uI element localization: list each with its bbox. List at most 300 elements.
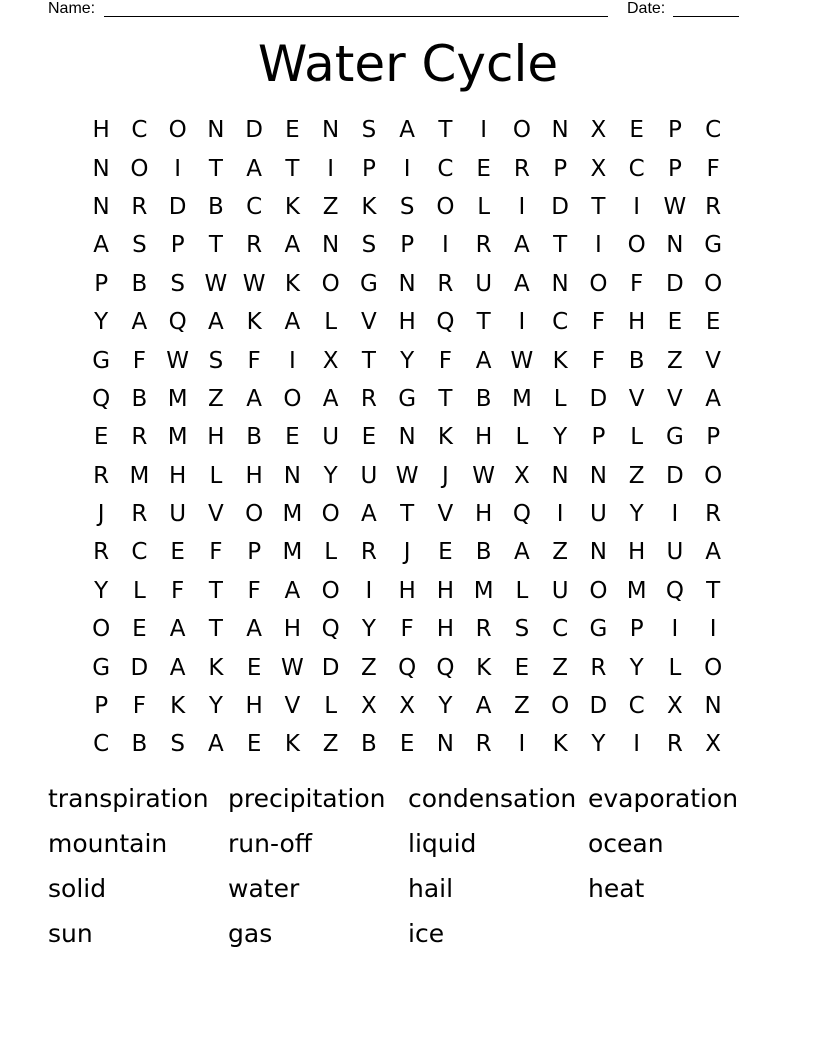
grid-letter: I <box>518 731 526 758</box>
grid-letter: H <box>474 424 493 451</box>
grid-letter: N <box>283 462 301 489</box>
grid-letter: I <box>365 577 373 604</box>
grid-letter: D <box>666 462 684 489</box>
word-list-item: condensation <box>408 784 577 813</box>
grid-letter: X <box>513 462 530 489</box>
grid-letter: K <box>361 193 377 220</box>
grid-letter: S <box>361 232 377 259</box>
grid-letter: M <box>626 577 647 604</box>
grid-letter: A <box>514 270 530 297</box>
grid-letter: A <box>246 385 262 412</box>
grid-letter: S <box>132 232 147 259</box>
grid-letter: R <box>360 385 377 412</box>
grid-letter: Q <box>665 577 684 604</box>
grid-letter: N <box>436 731 454 758</box>
grid-letter: J <box>97 501 105 528</box>
grid-letter: X <box>399 693 415 720</box>
grid-letter: M <box>167 385 188 412</box>
grid-letter: A <box>514 232 530 259</box>
grid-letter: F <box>247 577 261 604</box>
grid-letter: V <box>667 385 683 412</box>
grid-letter: I <box>671 616 679 643</box>
grid-letter: N <box>589 462 607 489</box>
grid-letter: I <box>709 616 717 643</box>
grid-letter: P <box>553 155 568 182</box>
date-blank-line[interactable] <box>673 16 739 17</box>
grid-letter: K <box>284 731 300 758</box>
grid-letter: H <box>245 462 263 489</box>
grid-letter: Z <box>552 539 568 566</box>
word-list-item: gas <box>228 919 273 948</box>
grid-letter: Y <box>208 693 223 720</box>
grid-letter: F <box>171 577 185 604</box>
grid-letter: U <box>360 462 378 489</box>
grid-letter: Z <box>552 654 568 681</box>
grid-letter: C <box>628 155 645 182</box>
grid-letter: U <box>589 501 607 528</box>
grid-letter: N <box>589 539 607 566</box>
grid-letter: F <box>591 347 605 374</box>
grid-letter: E <box>170 539 185 566</box>
grid-letter: I <box>174 155 182 182</box>
grid-letter: P <box>361 155 376 182</box>
grid-letter: B <box>207 193 224 220</box>
grid-letter: P <box>400 232 415 259</box>
grid-letter: Q <box>436 654 455 681</box>
grid-letter: E <box>399 731 415 758</box>
grid-letter: I <box>288 347 296 374</box>
grid-letter: D <box>321 654 340 681</box>
grid-letter: C <box>628 693 645 720</box>
grid-letter: F <box>132 693 146 720</box>
grid-letter: G <box>359 270 378 297</box>
grid-letter: R <box>93 539 110 566</box>
grid-letter: P <box>629 616 644 643</box>
grid-letter: V <box>705 347 721 374</box>
grid-letter: M <box>511 385 532 412</box>
grid-letter: O <box>589 270 608 297</box>
grid-letter: V <box>628 385 645 412</box>
grid-letter: U <box>551 577 569 604</box>
grid-letter: H <box>92 117 110 144</box>
grid-letter: A <box>208 731 224 758</box>
grid-letter: M <box>282 501 303 528</box>
grid-letter: L <box>209 462 223 489</box>
grid-letter: K <box>437 424 453 451</box>
grid-letter: C <box>93 731 110 758</box>
grid-letter: K <box>284 193 300 220</box>
page-title: Water Cycle <box>257 35 559 93</box>
grid-letter: T <box>400 501 415 528</box>
grid-letter: P <box>667 155 682 182</box>
grid-letter: H <box>398 577 416 604</box>
grid-letter: Y <box>94 577 109 604</box>
name-label: Name: <box>48 0 96 17</box>
grid-letter: S <box>170 731 185 758</box>
grid-letter: S <box>170 270 185 297</box>
grid-letter: F <box>209 539 223 566</box>
grid-letter: R <box>93 462 110 489</box>
grid-letter: Z <box>360 654 377 681</box>
grid-letter: H <box>627 539 646 566</box>
grid-letter: F <box>706 155 720 182</box>
grid-letter: T <box>706 577 721 604</box>
word-list-item: precipitation <box>228 784 386 813</box>
grid-letter: O <box>283 385 302 412</box>
grid-letter: I <box>403 155 411 182</box>
grid-letter: F <box>591 309 605 336</box>
grid-letter: B <box>131 385 148 412</box>
grid-letter: L <box>630 424 644 451</box>
grid-letter: A <box>322 385 339 412</box>
grid-letter: C <box>246 193 263 220</box>
grid-letter: M <box>473 577 494 604</box>
grid-letter: K <box>170 693 186 720</box>
grid-letter: O <box>589 577 608 604</box>
grid-letter: R <box>437 270 454 297</box>
grid-letter: O <box>245 501 264 528</box>
grid-letter: D <box>245 117 263 144</box>
grid-letter: Y <box>400 347 415 374</box>
word-list-item: solid <box>48 874 107 903</box>
grid-letter: H <box>245 693 263 720</box>
grid-letter: G <box>704 232 723 259</box>
grid-letter: H <box>436 577 455 604</box>
word-list-item: run-off <box>228 829 312 858</box>
grid-letter: W <box>281 654 304 681</box>
grid-letter: R <box>513 155 530 182</box>
grid-letter: N <box>398 270 416 297</box>
grid-letter: E <box>246 654 262 681</box>
grid-letter: O <box>704 462 723 489</box>
grid-letter: Q <box>398 654 417 681</box>
grid-letter: B <box>246 424 263 451</box>
grid-letter: R <box>360 539 377 566</box>
grid-letter: F <box>630 270 644 297</box>
grid-letter: O <box>92 616 111 643</box>
grid-letter: R <box>705 193 722 220</box>
grid-letter: Q <box>92 385 111 412</box>
word-list-item: mountain <box>48 829 168 858</box>
grid-letter: L <box>515 577 529 604</box>
grid-letter: W <box>166 347 189 374</box>
grid-letter: L <box>132 577 146 604</box>
grid-letter: D <box>589 693 608 720</box>
grid-letter: R <box>590 654 607 681</box>
grid-letter: E <box>93 424 109 451</box>
grid-letter: A <box>131 309 148 336</box>
grid-letter: W <box>242 270 266 297</box>
grid-letter: W <box>204 270 228 297</box>
grid-letter: R <box>475 232 492 259</box>
grid-letter: N <box>207 117 225 144</box>
grid-letter: I <box>327 155 335 182</box>
grid-letter: P <box>706 424 721 451</box>
name-blank-line[interactable] <box>104 16 608 17</box>
word-list <box>48 776 768 956</box>
grid-letter: P <box>94 693 109 720</box>
grid-letter: N <box>551 270 569 297</box>
grid-letter: Y <box>553 424 568 451</box>
grid-letter: R <box>475 731 492 758</box>
word-list-item: liquid <box>408 829 477 858</box>
grid-letter: T <box>208 232 223 259</box>
grid-letter: T <box>591 193 606 220</box>
grid-letter: V <box>284 693 301 720</box>
grid-letter: S <box>208 347 224 374</box>
grid-letter: M <box>282 539 303 566</box>
grid-letter: O <box>168 117 187 144</box>
grid-letter: O <box>627 232 646 259</box>
grid-letter: O <box>704 654 723 681</box>
grid-letter: A <box>93 232 109 259</box>
grid-letter: C <box>437 155 454 182</box>
grid-letter: K <box>552 731 568 758</box>
grid-letter: L <box>668 654 682 681</box>
word-list-item: sun <box>48 919 93 948</box>
grid-letter: V <box>437 501 454 528</box>
grid-letter: U <box>475 270 493 297</box>
grid-letter: E <box>629 117 644 144</box>
grid-letter: I <box>633 731 641 758</box>
grid-letter: N <box>398 424 416 451</box>
grid-letter: R <box>131 501 148 528</box>
grid-letter: F <box>438 347 452 374</box>
grid-letter: G <box>92 347 111 374</box>
word-list-item: hail <box>408 874 454 903</box>
grid-letter: O <box>321 270 340 297</box>
grid-letter: T <box>476 309 491 336</box>
grid-letter: X <box>705 731 721 758</box>
grid-letter: X <box>590 155 607 182</box>
grid-letter: W <box>395 462 419 489</box>
grid-letter: O <box>512 117 531 144</box>
grid-letter: T <box>208 577 223 604</box>
grid-letter: A <box>169 654 186 681</box>
grid-letter: H <box>474 501 493 528</box>
grid-letter: A <box>284 232 301 259</box>
grid-letter: E <box>438 539 453 566</box>
grid-letter: D <box>589 385 608 412</box>
grid-letter: W <box>663 193 687 220</box>
grid-letter: U <box>169 501 187 528</box>
grid-letter: H <box>283 616 302 643</box>
grid-letter: E <box>285 117 300 144</box>
grid-letter: Y <box>629 654 644 681</box>
grid-letter: I <box>441 232 449 259</box>
grid-letter: Y <box>361 616 376 643</box>
grid-letter: A <box>475 693 492 720</box>
grid-letter: F <box>400 616 414 643</box>
grid-letter: S <box>514 616 530 643</box>
grid-letter: C <box>131 539 148 566</box>
letter-grid <box>82 111 732 764</box>
grid-letter: F <box>247 347 261 374</box>
grid-letter: Q <box>321 616 340 643</box>
worksheet-header <box>0 0 816 24</box>
grid-letter: N <box>551 117 569 144</box>
grid-letter: S <box>399 193 415 220</box>
grid-letter: A <box>399 117 415 144</box>
grid-letter: Y <box>591 731 606 758</box>
grid-letter: H <box>398 309 416 336</box>
grid-letter: L <box>324 539 338 566</box>
grid-letter: A <box>514 539 530 566</box>
grid-letter: D <box>666 270 684 297</box>
grid-letter: V <box>361 309 377 336</box>
grid-letter: M <box>129 462 150 489</box>
grid-letter: B <box>475 539 492 566</box>
grid-letter: X <box>360 693 377 720</box>
grid-letter: J <box>441 462 449 489</box>
grid-letter: D <box>130 654 149 681</box>
grid-letter: I <box>518 193 526 220</box>
grid-letter: U <box>666 539 684 566</box>
grid-letter: O <box>551 693 570 720</box>
grid-letter: Z <box>207 385 224 412</box>
grid-letter: L <box>515 424 529 451</box>
grid-letter: P <box>667 117 682 144</box>
grid-letter: S <box>361 117 377 144</box>
grid-letter: Z <box>513 693 530 720</box>
grid-letter: I <box>633 193 641 220</box>
grid-letter: N <box>92 155 110 182</box>
grid-letter: E <box>285 424 300 451</box>
grid-letter: N <box>551 462 569 489</box>
word-list-item: heat <box>588 874 645 903</box>
grid-letter: Z <box>322 731 339 758</box>
grid-letter: N <box>666 232 684 259</box>
grid-letter: A <box>705 385 721 412</box>
grid-letter: R <box>131 424 148 451</box>
grid-letter: B <box>131 731 148 758</box>
word-list-item: water <box>228 874 300 903</box>
grid-letter: P <box>591 424 606 451</box>
grid-letter: H <box>627 309 646 336</box>
grid-letter: H <box>436 616 455 643</box>
grid-letter: M <box>167 424 188 451</box>
grid-letter: A <box>169 616 186 643</box>
grid-letter: T <box>361 347 376 374</box>
grid-letter: G <box>92 654 111 681</box>
grid-letter: A <box>361 501 377 528</box>
grid-letter: K <box>284 270 300 297</box>
grid-letter: R <box>131 193 148 220</box>
grid-letter: H <box>207 424 225 451</box>
grid-letter: J <box>403 539 411 566</box>
grid-letter: B <box>131 270 148 297</box>
grid-letter: A <box>284 309 301 336</box>
grid-letter: O <box>704 270 723 297</box>
grid-letter: A <box>208 309 224 336</box>
grid-letter: Q <box>168 309 187 336</box>
grid-letter: T <box>208 616 223 643</box>
grid-letter: T <box>553 232 568 259</box>
grid-letter: X <box>590 117 607 144</box>
grid-letter: T <box>208 155 223 182</box>
grid-letter: Z <box>322 193 339 220</box>
grid-letter: Y <box>629 501 644 528</box>
grid-letter: B <box>628 347 645 374</box>
grid-letter: E <box>667 309 683 336</box>
grid-letter: A <box>705 539 721 566</box>
grid-letter: R <box>475 616 492 643</box>
grid-letter: O <box>130 155 149 182</box>
grid-letter: W <box>472 462 495 489</box>
grid-letter: L <box>324 309 338 336</box>
grid-letter: P <box>170 232 185 259</box>
grid-letter: O <box>321 577 340 604</box>
grid-letter: X <box>322 347 339 374</box>
grid-letter: C <box>552 616 569 643</box>
grid-letter: E <box>246 731 262 758</box>
grid-letter: E <box>132 616 147 643</box>
grid-letter: I <box>480 117 488 144</box>
grid-letter: Y <box>438 693 453 720</box>
grid-letter: N <box>322 232 340 259</box>
grid-letter: A <box>246 155 262 182</box>
grid-letter: C <box>131 117 148 144</box>
grid-letter: H <box>168 462 187 489</box>
grid-letter: Q <box>512 501 531 528</box>
grid-letter: G <box>589 616 608 643</box>
grid-letter: G <box>665 424 684 451</box>
grid-letter: K <box>246 309 262 336</box>
grid-letter: E <box>514 654 530 681</box>
word-list-item: ocean <box>588 829 664 858</box>
grid-letter: N <box>704 693 722 720</box>
grid-letter: P <box>247 539 262 566</box>
grid-letter: L <box>477 193 491 220</box>
grid-letter: T <box>438 117 453 144</box>
word-list-item: evaporation <box>588 784 739 813</box>
grid-letter: P <box>94 270 109 297</box>
grid-letter: X <box>666 693 683 720</box>
grid-letter: K <box>476 654 492 681</box>
grid-letter: D <box>168 193 187 220</box>
grid-letter: Z <box>666 347 683 374</box>
grid-letter: D <box>551 193 569 220</box>
grid-letter: A <box>284 577 301 604</box>
grid-letter: L <box>324 693 338 720</box>
grid-letter: A <box>246 616 262 643</box>
grid-letter: E <box>705 309 721 336</box>
grid-letter: C <box>705 117 722 144</box>
grid-letter: A <box>475 347 492 374</box>
grid-letter: R <box>246 232 263 259</box>
grid-letter: R <box>705 501 722 528</box>
grid-letter: B <box>475 385 492 412</box>
grid-letter: G <box>398 385 417 412</box>
grid-letter: I <box>556 501 564 528</box>
grid-letter: W <box>510 347 534 374</box>
grid-letter: C <box>552 309 569 336</box>
grid-letter: K <box>552 347 568 374</box>
grid-letter: R <box>666 731 683 758</box>
grid-letter: I <box>671 501 679 528</box>
grid-letter: B <box>360 731 377 758</box>
grid-letter: L <box>553 385 567 412</box>
word-list-item: transpiration <box>48 784 209 813</box>
grid-letter: T <box>438 385 453 412</box>
grid-letter: F <box>132 347 146 374</box>
date-label: Date: <box>627 0 666 17</box>
grid-letter: Q <box>436 309 455 336</box>
grid-letter: E <box>476 155 491 182</box>
grid-letter: Y <box>323 462 338 489</box>
word-list-item: ice <box>408 919 445 948</box>
grid-letter: E <box>361 424 377 451</box>
